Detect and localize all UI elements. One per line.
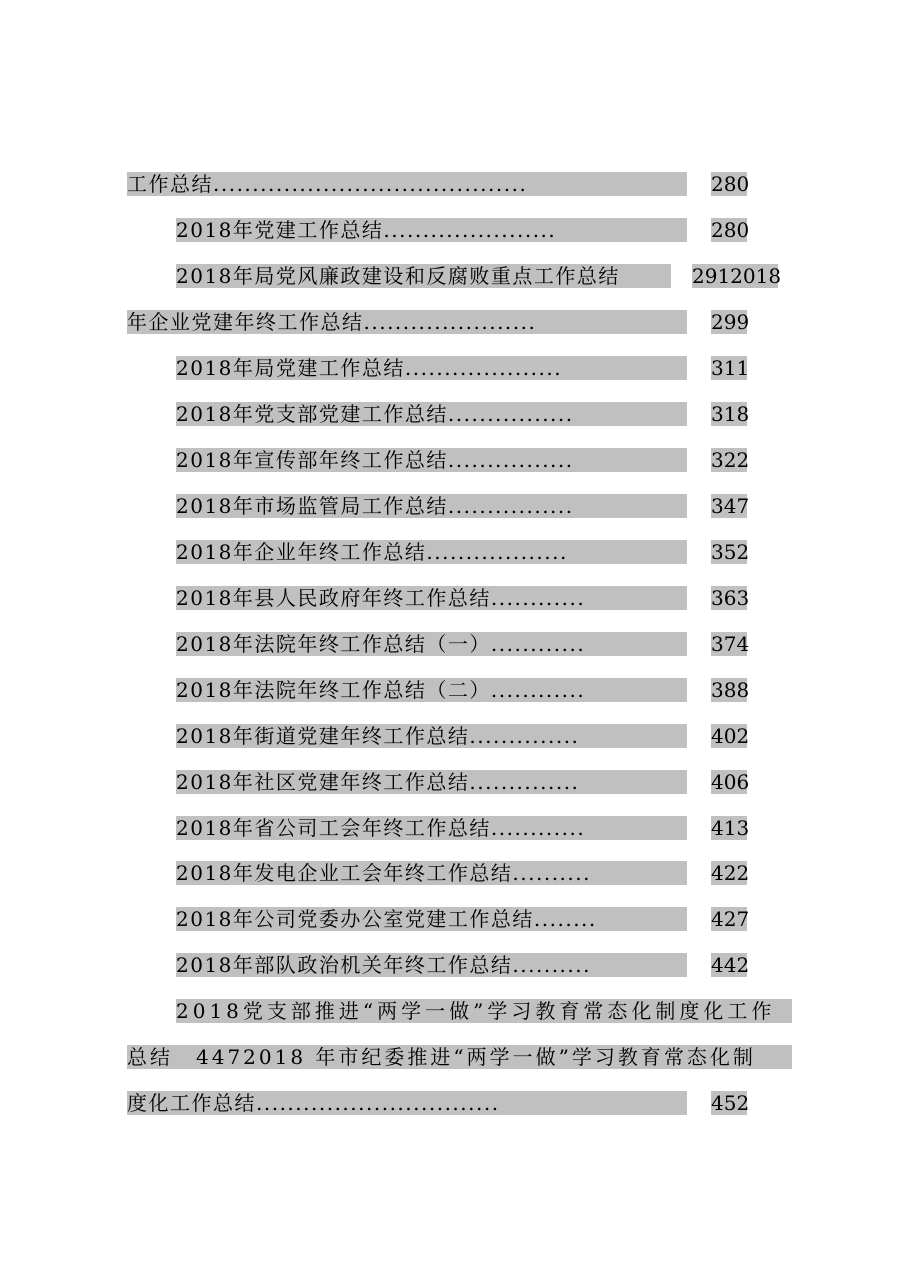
toc-entry-title: 2018年党建工作总结...................... [176, 218, 687, 242]
toc-page-number: 299 [711, 310, 750, 334]
toc-entry[interactable] [176, 861, 750, 885]
toc-entry[interactable] [176, 907, 750, 931]
toc-entry[interactable] [176, 816, 750, 840]
toc-page-number: 322 [711, 448, 750, 472]
toc-page-number: 374 [711, 632, 750, 656]
toc-entry-title: 2018年局党建工作总结.................... [176, 356, 687, 380]
toc-entry-title: 2018年社区党建年终工作总结.............. [176, 770, 687, 794]
toc-page-number: 363 [711, 586, 750, 610]
toc-entry[interactable] [176, 999, 792, 1023]
toc-entry-title: 2018年公司党委办公室党建工作总结........ [176, 907, 687, 931]
toc-entry[interactable] [176, 678, 750, 702]
toc-entry[interactable] [176, 770, 750, 794]
toc-entry[interactable] [176, 586, 750, 610]
toc-entry-title: 2018年县人民政府年终工作总结............ [176, 586, 687, 610]
toc-entry[interactable] [176, 218, 750, 242]
toc-page-number: 442 [711, 953, 750, 977]
toc-entry[interactable] [176, 494, 750, 518]
toc-entry[interactable] [176, 356, 750, 380]
toc-entry[interactable] [176, 953, 750, 977]
toc-entry-title: 2018党支部推进“两学一做”学习教育常态化制度化工作 [176, 999, 792, 1023]
toc-entry-title: 2018年部队政治机关年终工作总结.......... [176, 953, 687, 977]
toc-entry[interactable] [176, 632, 750, 656]
toc-page-number: 427 [711, 907, 750, 931]
toc-entry-title: 度化工作总结............................... [127, 1091, 687, 1115]
toc-entry[interactable] [127, 1045, 792, 1069]
toc-page-number: 280 [711, 172, 750, 196]
toc-entry-title: 2018年局党风廉政建设和反腐败重点工作总结 [176, 264, 671, 288]
toc-page-number: 452 [711, 1091, 750, 1115]
toc-entry[interactable] [127, 172, 750, 196]
toc-entry-title: 2018年市场监管局工作总结................ [176, 494, 687, 518]
toc-entry-title: 2018年发电企业工会年终工作总结.......... [176, 861, 687, 885]
toc-entry-title: 2018年省公司工会年终工作总结............ [176, 816, 687, 840]
toc-page-number: 318 [711, 402, 750, 426]
toc-page-number: 422 [711, 861, 750, 885]
toc-page-number: 280 [711, 218, 750, 242]
toc-entry-title: 2018年街道党建年终工作总结.............. [176, 724, 687, 748]
toc-page-number: 2912018 [692, 264, 782, 288]
toc-entry[interactable] [127, 1091, 750, 1115]
toc-page-number: 413 [711, 816, 750, 840]
toc-entry-title: 2018年企业年终工作总结.................. [176, 540, 687, 564]
toc-entry-title: 2018年法院年终工作总结（二）............ [176, 678, 687, 702]
toc-page-number: 388 [711, 678, 750, 702]
toc-page-number: 352 [711, 540, 750, 564]
toc-entry-title: 2018年党支部党建工作总结................ [176, 402, 687, 426]
toc-page-number: 406 [711, 770, 750, 794]
toc-page-number: 311 [711, 356, 750, 380]
toc-entry[interactable] [176, 724, 750, 748]
toc-entry-title: 2018年法院年终工作总结（一）............ [176, 632, 687, 656]
toc-entry[interactable] [176, 264, 782, 288]
toc-entry[interactable] [176, 448, 750, 472]
toc-entry-title: 工作总结........................................ [127, 172, 687, 196]
toc-page-number: 347 [711, 494, 750, 518]
toc-entry-title: 年企业党建年终工作总结...................... [127, 310, 687, 334]
toc-entry[interactable] [127, 310, 750, 334]
toc-entry[interactable] [176, 540, 750, 564]
toc-entry[interactable] [176, 402, 750, 426]
toc-page-number: 402 [711, 724, 750, 748]
toc-entry-title: 总结 4472018 年市纪委推进“两学一做”学习教育常态化制 [127, 1045, 792, 1069]
toc-entry-title: 2018年宣传部年终工作总结................ [176, 448, 687, 472]
